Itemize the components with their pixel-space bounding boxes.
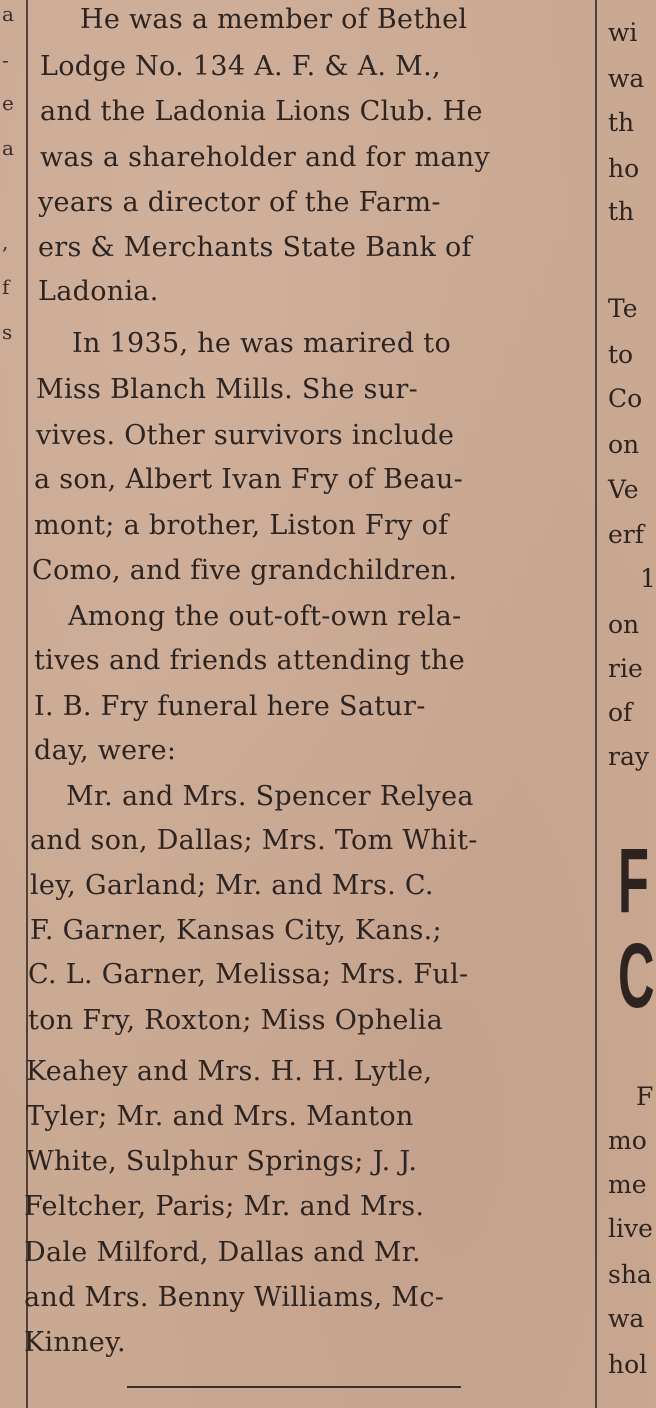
right-fragment: ray (608, 742, 649, 771)
article-line: was a shareholder and for many (40, 142, 491, 173)
right-column-fragments (600, 0, 656, 1408)
right-fragment: th (608, 197, 635, 226)
article-line: Tyler; Mr. and Mrs. Manton (26, 1101, 414, 1132)
right-fragment: 1 (640, 564, 656, 593)
article-line: White, Sulphur Springs; J. J. (26, 1146, 418, 1177)
article-line: Feltcher, Paris; Mr. and Mrs. (24, 1191, 425, 1222)
article-line: ton Fry, Roxton; Miss Ophelia (28, 1005, 443, 1036)
article-line: F. Garner, Kansas City, Kans.; (30, 915, 442, 946)
right-fragment: of (608, 698, 633, 727)
left-fragment: e (2, 91, 14, 115)
article-line: Como, and five grandchildren. (32, 555, 458, 586)
article-line: ers & Merchants State Bank of (38, 232, 472, 263)
right-fragment: on (608, 430, 640, 459)
article-line: a son, Albert Ivan Fry of Beau- (34, 464, 464, 495)
right-fragment: erf (608, 520, 644, 549)
right-fragment: wa (608, 1304, 645, 1333)
article-line: Ladonia. (38, 276, 159, 307)
right-fragment: rie (608, 654, 643, 683)
article-line: Dale Milford, Dallas and Mr. (24, 1237, 421, 1268)
article-line: mont; a brother, Liston Fry of (34, 510, 449, 541)
right-fragment: sha (608, 1260, 652, 1289)
right-fragment: F (636, 1082, 654, 1111)
right-fragment: Ve (608, 475, 639, 504)
right-fragment: on (608, 610, 640, 639)
article-line: Keahey and Mrs. H. H. Lytle, (26, 1056, 433, 1087)
left-fragment: a (2, 136, 14, 160)
left-fragment: - (2, 48, 9, 72)
article-line: ley, Garland; Mr. and Mrs. C. (30, 870, 434, 901)
right-headline-fragment: F (618, 830, 649, 932)
article-line: Miss Blanch Mills. She sur- (36, 374, 419, 405)
right-fragment: mo (608, 1126, 647, 1155)
article-line: tives and friends attending the (34, 645, 465, 676)
article-line: Lodge No. 134 A. F. & A. M., (40, 51, 441, 82)
left-column-fragments (0, 0, 24, 1408)
article-line: Among the out-oft-own rela- (68, 601, 462, 632)
article-line: years a director of the Farm- (38, 187, 441, 218)
right-headline-fragment: C (618, 925, 655, 1027)
article-end-rule (127, 1386, 461, 1388)
right-fragment: Co (608, 384, 643, 413)
article-line: I. B. Fry funeral here Satur- (34, 691, 426, 722)
article-line: In 1935, he was marired to (72, 328, 452, 359)
right-fragment: wi (608, 18, 638, 47)
article-line: and Mrs. Benny Williams, Mc- (24, 1282, 445, 1313)
article-line: vives. Other survivors include (36, 420, 455, 451)
left-fragment: f (2, 275, 10, 299)
right-fragment: Te (608, 294, 638, 323)
right-fragment: ho (608, 154, 640, 183)
article-line: He was a member of Bethel (80, 4, 468, 35)
right-fragment: th (608, 108, 635, 137)
right-fragment: wa (608, 64, 645, 93)
article-line: Mr. and Mrs. Spencer Relyea (66, 781, 474, 812)
article-line: day, were: (34, 735, 177, 766)
article-line: C. L. Garner, Melissa; Mrs. Ful- (28, 959, 469, 990)
left-fragment: , (2, 230, 9, 254)
left-fragment: a (2, 2, 14, 26)
column-rule-right (595, 0, 597, 1408)
right-fragment: me (608, 1170, 647, 1199)
right-fragment: hol (608, 1350, 648, 1379)
right-fragment: live (608, 1214, 653, 1243)
article-line: Kinney. (24, 1327, 126, 1358)
article-line: and the Ladonia Lions Club. He (40, 96, 483, 127)
right-fragment: to (608, 340, 634, 369)
left-fragment: s (2, 320, 13, 344)
article-line: and son, Dallas; Mrs. Tom Whit- (30, 825, 478, 856)
